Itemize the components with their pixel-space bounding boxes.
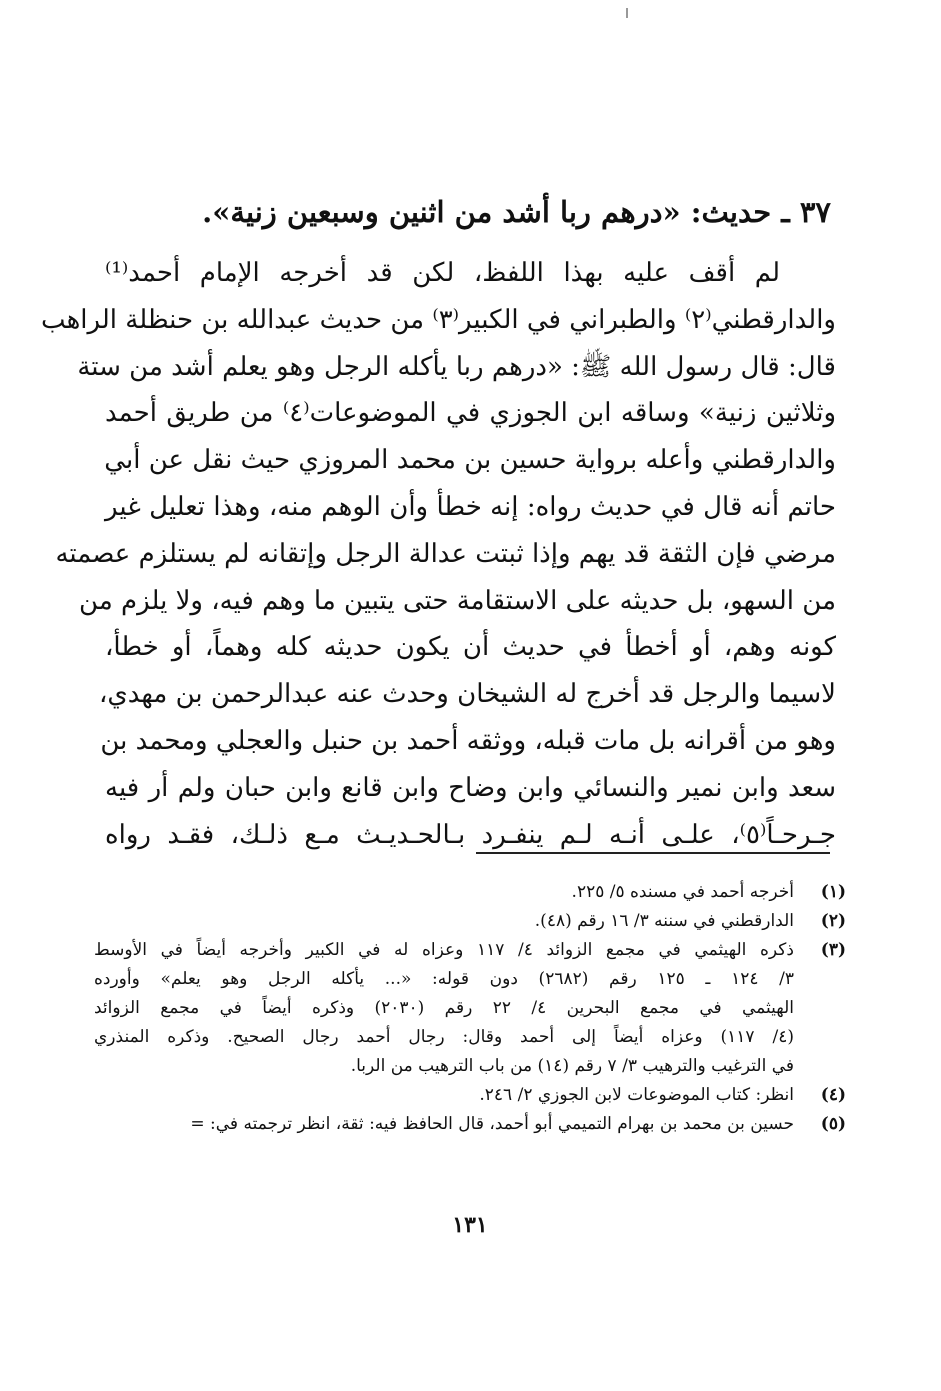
footnote-number: (١) <box>820 882 846 902</box>
footnote-text <box>94 936 794 1081</box>
text-line: من السهو، بل حديثه على الاستقامة حتى يتبين ما وهم فيه، ولا يلزم من <box>79 585 836 616</box>
text-line: وهو من أقرانه بل مات قبله، ووثقه أحمد بن حنبل والعجلي ومحمد بن <box>100 725 836 756</box>
footnote <box>94 907 846 936</box>
footnote <box>94 1081 846 1110</box>
footnote-line: (٤/ ١١٧) وعزاه أيضاً إلى أحمد وقال: رجال أحمد رجال الصحيح. وذكره المنذري <box>94 1027 794 1047</box>
footnote-line: الهيثمي في مجمع البحرين ٤/ ٢٢ رقم (٢٠٣٠) وذكره أيضاً في مجمع الزوائد <box>94 998 795 1018</box>
text-line: لاسيما والرجل قد أخرج له الشيخان وحدث عنه عبدالرحمن بن مهدي، <box>99 679 836 710</box>
footnote-number: (٣) <box>820 940 846 960</box>
text-line: وثلاثين زنية» وساقه ابن الجوزي في الموضوعات⁽٤⁾ من طريق أحمد <box>105 398 836 429</box>
text-line: والدارقطني⁽٢⁾ والطبراني في الكبير⁽٣⁾ من حديث عبدالله بن حنظلة الراهب <box>41 304 836 335</box>
text-line: مرضي فإن الثقة قد يهم وإذا ثبتت عدالة الرجل وإتقانه لم يستلزم عصمته <box>55 538 836 569</box>
footnote-text <box>94 878 794 907</box>
text-line: جـرحـاً⁽٥⁾، علـى أنـه لـم ينفـرد بـالحـديـث مـع ذلـك، فقـد رواه <box>105 819 837 850</box>
footnote-number: (٢) <box>820 911 846 931</box>
footnote-line: ذكره الهيثمي في مجمع الزوائد ٤/ ١١٧ وعزاه له في الكبير وأخرجه أيضاً في الأوسط <box>94 940 794 960</box>
text-line: كونه وهم، أو أخطأ في حديث أن يكون حديثه كله وهماً، أو خطأ، <box>105 632 836 663</box>
main-text <box>41 250 837 858</box>
footnote-text <box>94 1081 794 1110</box>
footnote <box>94 1110 846 1139</box>
footnote-number: (٤) <box>820 1085 846 1105</box>
footnote-text <box>94 907 794 936</box>
text-line: حاتم أنه قال في حديث رواه: إنه خطأ وأن الوهم منه، وهذا تعليل غير <box>105 491 836 522</box>
footnote-line: ٣/ ١٢٤ ـ ١٢٥ رقم (٢٦٨٢) دون قوله: «... يأكله الرجل وهو يعلم» وأورده <box>94 969 794 989</box>
text-line: سعد وابن نمير والنسائي وابن وضاح وابن قانع وابن حبان ولم أر فيه <box>105 772 836 803</box>
footnote-divider <box>476 852 830 854</box>
text-line: والدارقطني وأعله برواية حسين بن محمد المروزي حيث نقل عن أبي <box>104 445 836 476</box>
footnote-line: حسين بن محمد بن بهرام التميمي أبو أحمد، قال الحافظ فيه: ثقة، انظر ترجمته في: = <box>190 1114 794 1134</box>
text-line: قال: قال رسول الله ﷺ: «درهم ربا يأكله الرجل وهو يعلم أشد من ستة <box>77 351 836 382</box>
hadith-heading: ٣٧ ـ حديث: «درهم ربا أشد من اثنين وسبعين زنية». <box>202 195 831 229</box>
footnote <box>94 936 846 1081</box>
footnote-line: في الترغيب والترهيب ٣/ ٧ رقم (١٤) من باب الترهيب من الربا. <box>350 1056 794 1076</box>
footnote <box>94 878 846 907</box>
footnote-text <box>94 1110 794 1139</box>
footnote-line: أخرجه أحمد في مسنده ٥/ ٢٢٥. <box>571 882 794 902</box>
footnote-line: انظر: كتاب الموضوعات لابن الجوزي ٢/ ٢٤٦. <box>479 1085 794 1105</box>
page-number: ١٣١ <box>452 1212 488 1238</box>
footnote-number: (٥) <box>820 1114 846 1134</box>
footnotes <box>94 878 846 1139</box>
text-line: لم أقف عليه بهذا اللفظ، لكن قد أخرجه الإمام أحمد⁽¹⁾ <box>105 258 780 288</box>
footnote-line: الدارقطني في سننه ٣/ ١٦ رقم (٤٨). <box>534 911 794 931</box>
scan-mark <box>626 8 628 18</box>
